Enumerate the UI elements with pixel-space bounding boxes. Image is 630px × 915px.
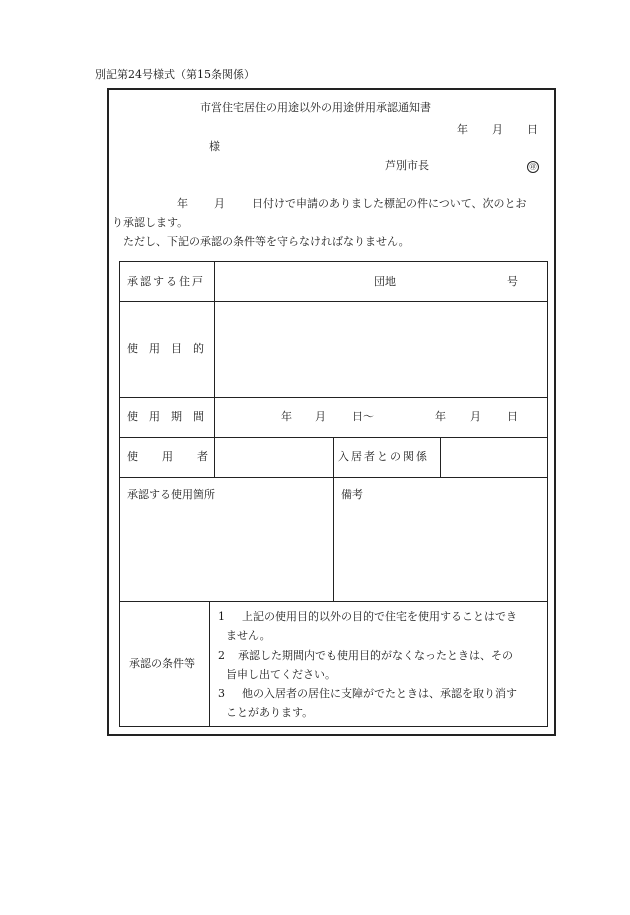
condition-2-line-1: 承認した期間内でも使用目的がなくなったときは、その (238, 649, 513, 662)
table-line-2 (119, 397, 548, 398)
seal-mark: ㊞ (527, 159, 539, 173)
condition-1-line-1: 上記の使用目的以外の目的で住宅を使用することはでき (242, 610, 517, 623)
relation-label: 入居者との関係 (338, 450, 429, 463)
remarks-label: 備考 (341, 488, 363, 501)
date-month-label: 月 (492, 123, 503, 136)
condition-3-line-2: ことがあります。 (226, 706, 314, 719)
go-label: 号 (507, 275, 518, 288)
condition-1-number: 1 (218, 610, 225, 623)
period-day-2: 日 (507, 410, 518, 423)
table-line-1 (119, 301, 548, 302)
danchi-label: 団地 (374, 275, 396, 288)
condition-3-number: 3 (218, 687, 225, 700)
relation-value-divider (440, 437, 441, 478)
period-month-2: 月 (470, 410, 481, 423)
table-border-top (119, 261, 548, 262)
center-column-divider (333, 437, 334, 602)
table-border-right (547, 261, 548, 727)
period-label: 使用期間 (127, 410, 215, 423)
label-column-divider (214, 261, 215, 478)
document-title: 市営住宅居住の用途以外の用途併用承認通知書 (200, 101, 431, 114)
form-number-label: 別記第24号様式（第15条関係） (95, 68, 255, 81)
period-year-2: 年 (435, 410, 446, 423)
body-text-line-2: り承認します。 (112, 216, 189, 229)
period-day-1: 日～ (352, 410, 374, 423)
date-day-label: 日 (527, 123, 538, 136)
usage-location-label: 承認する使用箇所 (127, 488, 215, 501)
purpose-label: 使用目的 (127, 342, 215, 355)
user-label: 使用者 (127, 450, 232, 463)
residence-label: 承認する住戸 (127, 275, 205, 288)
date-year-label: 年 (457, 123, 468, 136)
body-text-line-3: ただし、下記の承認の条件等を守らなければなりません。 (123, 235, 410, 248)
condition-2-line-2: 旨申し出てください。 (226, 668, 336, 681)
addressee-suffix: 様 (209, 140, 220, 153)
body-text-line-1: 日付けで申請のありました標記の件について、次のとお (252, 197, 527, 210)
body-year-label: 年 (177, 197, 188, 210)
table-border-left (119, 261, 120, 727)
condition-1-line-2: ません。 (226, 629, 271, 642)
body-month-label: 月 (214, 197, 225, 210)
issuer-name: 芦別市長 (385, 159, 429, 172)
period-month-1: 月 (315, 410, 326, 423)
condition-2-number: 2 (218, 649, 225, 662)
conditions-divider (209, 601, 210, 727)
conditions-label: 承認の条件等 (129, 657, 195, 670)
form-frame (107, 88, 556, 736)
table-border-bottom (119, 726, 548, 727)
condition-3-line-1: 他の入居者の居住に支障がでたときは、承認を取り消す (242, 687, 517, 700)
period-year-1: 年 (281, 410, 292, 423)
